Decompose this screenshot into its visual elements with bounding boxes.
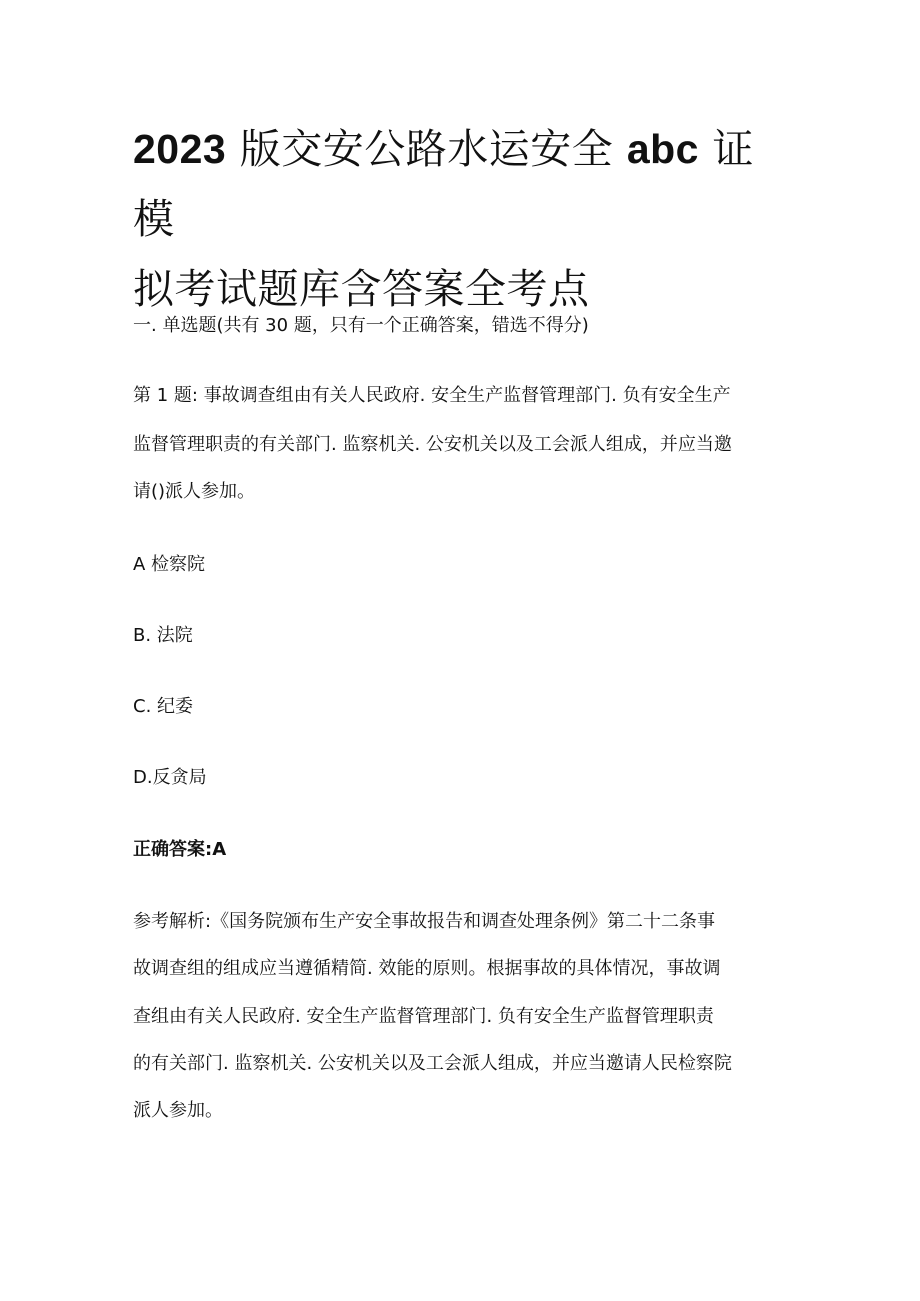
question-text-line-3: 请()派人参加。 xyxy=(133,481,256,502)
title-text: 版交安公路水运安全 xyxy=(239,125,614,173)
correct-answer: 正确答案:A xyxy=(133,839,227,860)
explanation-line-3: 查组由有关人民政府. 安全生产监督管理部门. 负有安全生产监督管理职责 xyxy=(133,1006,714,1027)
title-line-2: 拟考试题库含答案全考点 xyxy=(133,265,590,313)
section-heading: 一. 单选题(共有 30 题，只有一个正确答案，错选不得分) xyxy=(133,315,589,336)
title-year: 2023 xyxy=(133,126,227,172)
explanation-line-5: 派人参加。 xyxy=(133,1100,223,1121)
option-a: A 检察院 xyxy=(133,554,206,575)
question-text-line-2: 监督管理职责的有关部门. 监察机关. 公安机关以及工会派人组成，并应当邀 xyxy=(133,434,732,455)
option-d: D.反贪局 xyxy=(133,767,207,788)
question-text-line-1: 第 1 题: 事故调查组由有关人民政府. 安全生产监督管理部门. 负有安全生产 xyxy=(133,385,731,406)
option-c: C. 纪委 xyxy=(133,696,194,717)
title-text-end: 证模 xyxy=(133,125,755,243)
explanation-line-4: 的有关部门. 监察机关. 公安机关以及工会派人组成，并应当邀请人民检察院 xyxy=(133,1053,732,1074)
explanation-line-2: 故调查组的组成应当遵循精简. 效能的原则。根据事故的具体情况，事故调 xyxy=(133,958,721,979)
title-abc: abc xyxy=(626,126,699,172)
option-b: B. 法院 xyxy=(133,625,193,646)
explanation-line-1: 参考解析:《国务院颁布生产安全事故报告和调查处理条例》第二十二条事 xyxy=(133,911,716,932)
document-title xyxy=(133,114,793,324)
